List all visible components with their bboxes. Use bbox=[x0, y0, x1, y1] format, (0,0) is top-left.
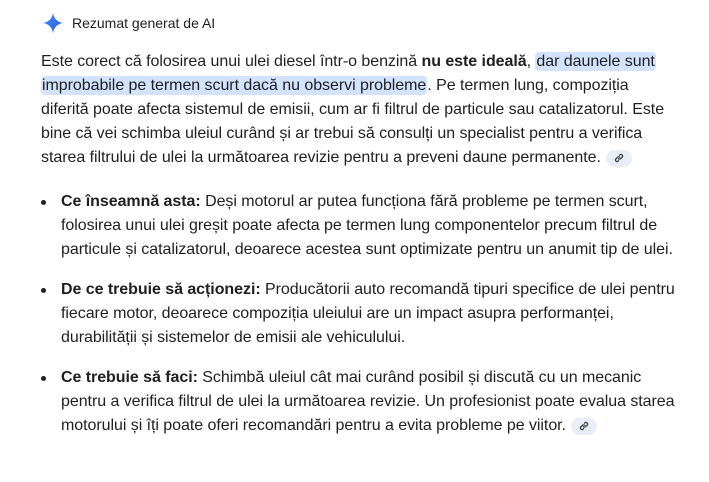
list-item-text: Deși motorul ar putea funcționa fără probleme pe termen scurt, folosirea unui ulei greșit poate afecta pe termen lung componentelor precum filtrul de particule și catalizatorul, deoarece acestea sunt optimizate pentru un anumit tip de ulei. bbox=[61, 193, 673, 258]
list-item-label: Ce trebuie să faci: bbox=[61, 369, 198, 386]
link-icon bbox=[578, 420, 590, 432]
summary-paragraph bbox=[41, 50, 677, 170]
list-item-text: Producătorii auto recomandă tipuri specifice de ulei pentru fiecare motor, deoarece compoziția uleiului are un impact asupra performanței, durabilității și sistemelor de emisii ale vehiculului. bbox=[61, 281, 675, 346]
ai-overview-header bbox=[42, 12, 215, 34]
list-item bbox=[41, 190, 677, 262]
gemini-spark-icon bbox=[42, 12, 64, 34]
source-link-button[interactable] bbox=[571, 418, 597, 435]
list-item-text: Schimbă uleiul cât mai curând posibil și discută cu un mecanic pentru a verifica filtrul de ulei la următoarea revizie. Un profesionist poate evalua starea motorului și îți poate oferi recomandări pentru a evita probleme pe viitor. bbox=[61, 369, 675, 434]
link-icon bbox=[613, 152, 625, 164]
list-item bbox=[41, 278, 677, 350]
summary-rest: . Pe termen lung, compoziția diferită poate afecta sistemul de emisii, cum ar fi filtrul de particule sau catalizatorul. Este bine că vei schimba uleiul curând și ar trebui să consulți un specialist pentru a verifica starea filtrului de ulei la următoarea revizie pentru a preveni daune permanente. bbox=[41, 77, 665, 166]
summary-comma: , bbox=[526, 53, 536, 70]
summary-intro: Este corect că folosirea unui ulei diesel într-o benzină bbox=[41, 53, 422, 70]
source-link-button[interactable] bbox=[606, 150, 632, 167]
summary-highlight[interactable]: dar daunele sunt improbabile pe termen scurt dacă nu observi probleme bbox=[42, 53, 655, 94]
list-item-label: Ce înseamnă asta: bbox=[61, 193, 201, 210]
list-item-label: De ce trebuie să acționezi: bbox=[61, 281, 261, 298]
ai-overview-title: Rezumat generat de AI bbox=[72, 15, 216, 31]
list-item bbox=[41, 366, 677, 438]
key-points-list bbox=[41, 190, 677, 438]
summary-emphasis: nu este ideală bbox=[421, 53, 527, 70]
